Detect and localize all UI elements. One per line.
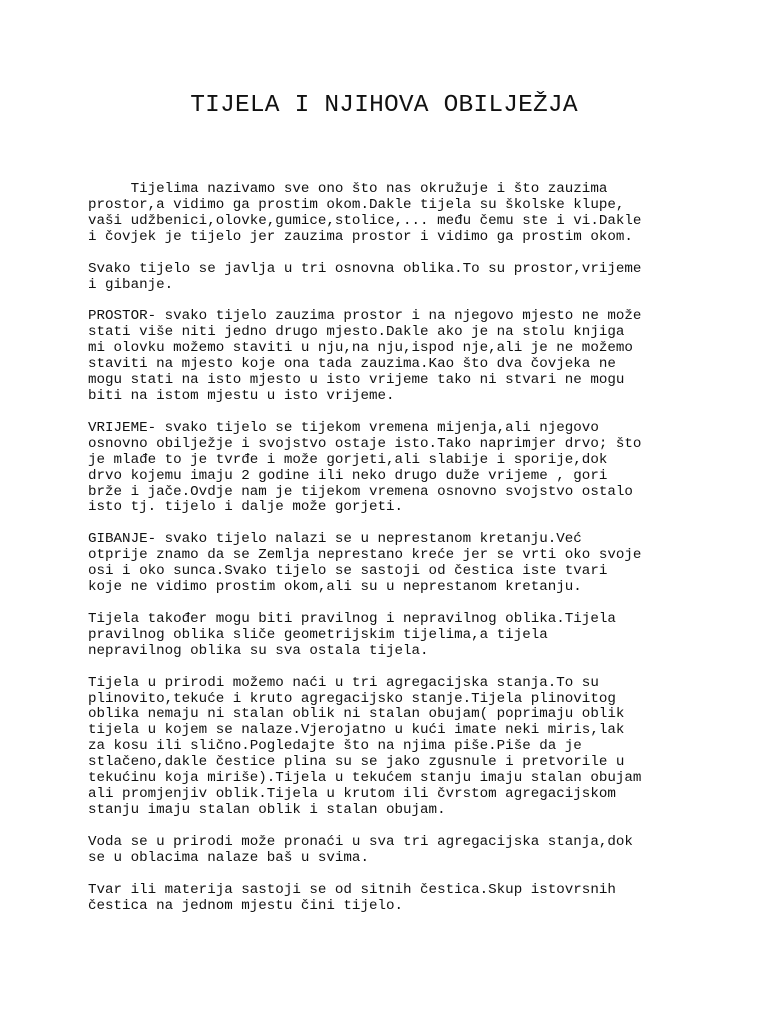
paragraph-aggregate-states: Tijela u prirodi možemo naći u tri agregacijska stanja.To su plinovito,tekuće i kruto agregacijsko stanje.Tijela plinovitog oblika nemaju ni stalan oblik ni stalan obujam( poprimaju oblik tijela u kojem se nalaze.Vjerojatno u kući imate neki miris,lak za kosu ili slično.Pogledajte što na njima piše.Piše da je stlačeno,dakle čestice plina su se jako zgusnule i pretvorile u tekućinu koja miriše).Tijela u tekućem stanju imaju stalan obujam ali promjenjiv oblik.Tijela u krutom ili čvrstom agregacijskom stanju imaju stalan oblik i stalan obujam. — [88, 674, 642, 818]
paragraph-gibanje: GIBANJE- svako tijelo nalazi se u neprestanom kretanju.Već otprije znamo da se Zemlja neprestano kreće jer se vrti oko svoje osi i oko sunca.Svako tijelo se sastoji od čestica iste tvari koje ne vidimo prostim okom,ali su u neprestanom kretanju. — [88, 531, 642, 596]
paragraph-matter: Tvar ili materija sastoji se od sitnih čestica.Skup istovrsnih čestica na jednom mjestu čini tijelo. — [88, 881, 616, 914]
paragraph-basic-forms: Svako tijelo se javlja u tri osnovna oblika.To su prostor,vrijeme i gibanje. — [88, 260, 642, 293]
paragraph-prostor: PROSTOR- svako tijelo zauzima prostor i na njegovo mjesto ne može stati više niti jedno drugo mjesto.Dakle ako je na stolu knjiga mi olovku možemo staviti u nju,na nju,ispod nje,ali je ne možemo staviti na mjesto koje ona tada zauzima.Kao što dva čovjeka ne mogu stati na isto mjesto u isto vrijeme tako ni stvari ne mogu biti na istom mjestu u isto vrijeme. — [88, 308, 642, 404]
paragraph-vrijeme: VRIJEME- svako tijelo se tijekom vremena mijenja,ali njegovo osnovno obilježje i svojstvo ostaje isto.Tako naprimjer drvo; što je mlađe to je tvrđe i može gorjeti,ali slabije i sporije,dok drvo kojemu imaju 2 godine ili neko drugo duže vrijeme , gori brže i jače.Ovdje nam je tijekom vremena osnovno svojstvo ostalo isto tj. tijelo i dalje može gorjeti. — [88, 419, 642, 516]
document-body — [88, 182, 768, 930]
paragraph-intro: Tijelima nazivamo sve ono što nas okružuje i što zauzima prostor,a vidimo ga prostim okom.Dakle tijela su školske klupe, vaši udžbenici,olovke,gumice,stolice,... među čemu ste i vi.Dakle i čovjek je tijelo jer zauzima prostor i vidimo ga prostim okom. — [88, 181, 642, 245]
paragraph-water: Voda se u prirodi može pronaći u sva tri agregacijska stanja,dok se u oblacima nalaze baš u svima. — [88, 833, 633, 866]
paragraph-shapes: Tijela također mogu biti pravilnog i nepravilnog oblika.Tijela pravilnog oblika sliče geometrijskim tijelima,a tijela nepravilnog oblika su sva ostala tijela. — [88, 610, 616, 659]
document-title: TIJELA I NJIHOVA OBILJEŽJA — [190, 92, 578, 119]
